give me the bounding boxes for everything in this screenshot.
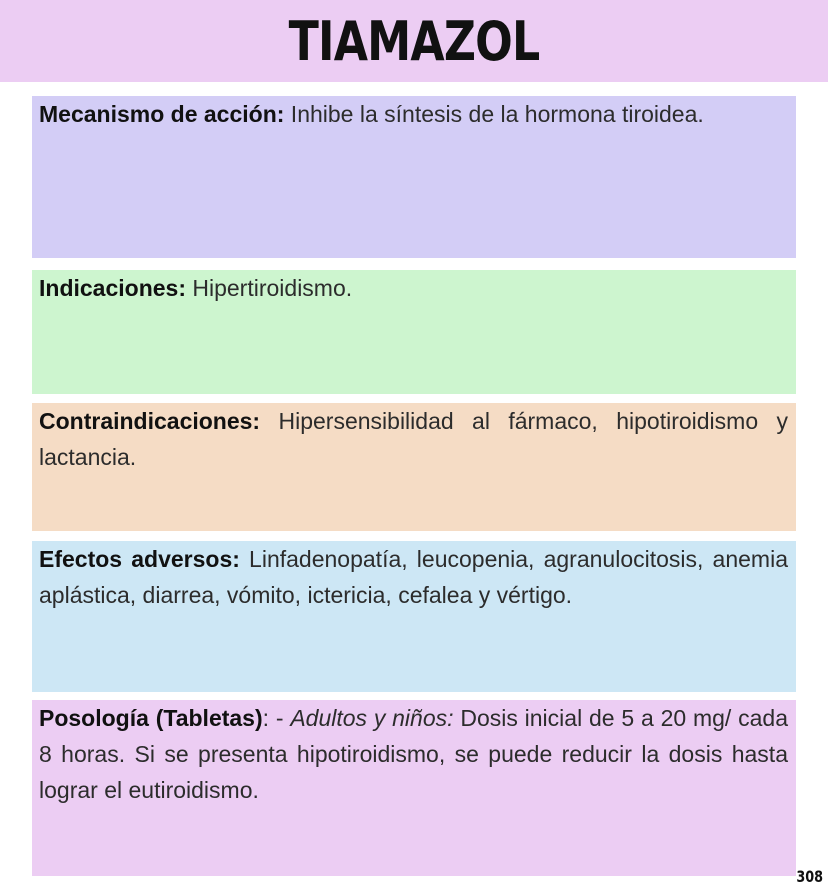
section-text: Hipersensibilidad al fármaco, hipotiroidismo y lactancia. bbox=[39, 408, 788, 470]
section-text: Hipertiroidismo. bbox=[185, 275, 353, 301]
section-separator: : - bbox=[262, 705, 291, 731]
section-subject: Adultos y niños: bbox=[290, 705, 454, 731]
section-label: Posología (Tabletas) bbox=[39, 705, 263, 731]
section-label: Indicaciones: bbox=[39, 275, 186, 301]
section-posologia bbox=[32, 700, 796, 876]
section-label: Mecanismo de acción: bbox=[39, 101, 285, 127]
section-contraindicaciones bbox=[32, 403, 796, 531]
section-efectos-adversos bbox=[32, 541, 796, 692]
section-text: Dosis inicial de 5 a 20 mg/ cada 8 horas. Si se presenta hipotiroidismo, se puede reducir la dosis hasta lograr el eutiroidismo. bbox=[39, 705, 788, 803]
section-indicaciones bbox=[32, 270, 796, 394]
section-label: Contraindicaciones: bbox=[39, 408, 261, 434]
page-number: 308 bbox=[795, 867, 823, 886]
section-text: Linfadenopatía, leucopenia, agranulocitosis, anemia aplástica, diarrea, vómito, ictericia, cefalea y vértigo. bbox=[39, 546, 788, 608]
section-label: Efectos adversos: bbox=[39, 546, 240, 572]
section-mecanismo bbox=[32, 96, 796, 258]
section-text: Inhibe la síntesis de la hormona tiroidea. bbox=[284, 101, 704, 127]
page-title: TIAMAZOL bbox=[288, 10, 540, 73]
title-banner bbox=[0, 0, 828, 82]
